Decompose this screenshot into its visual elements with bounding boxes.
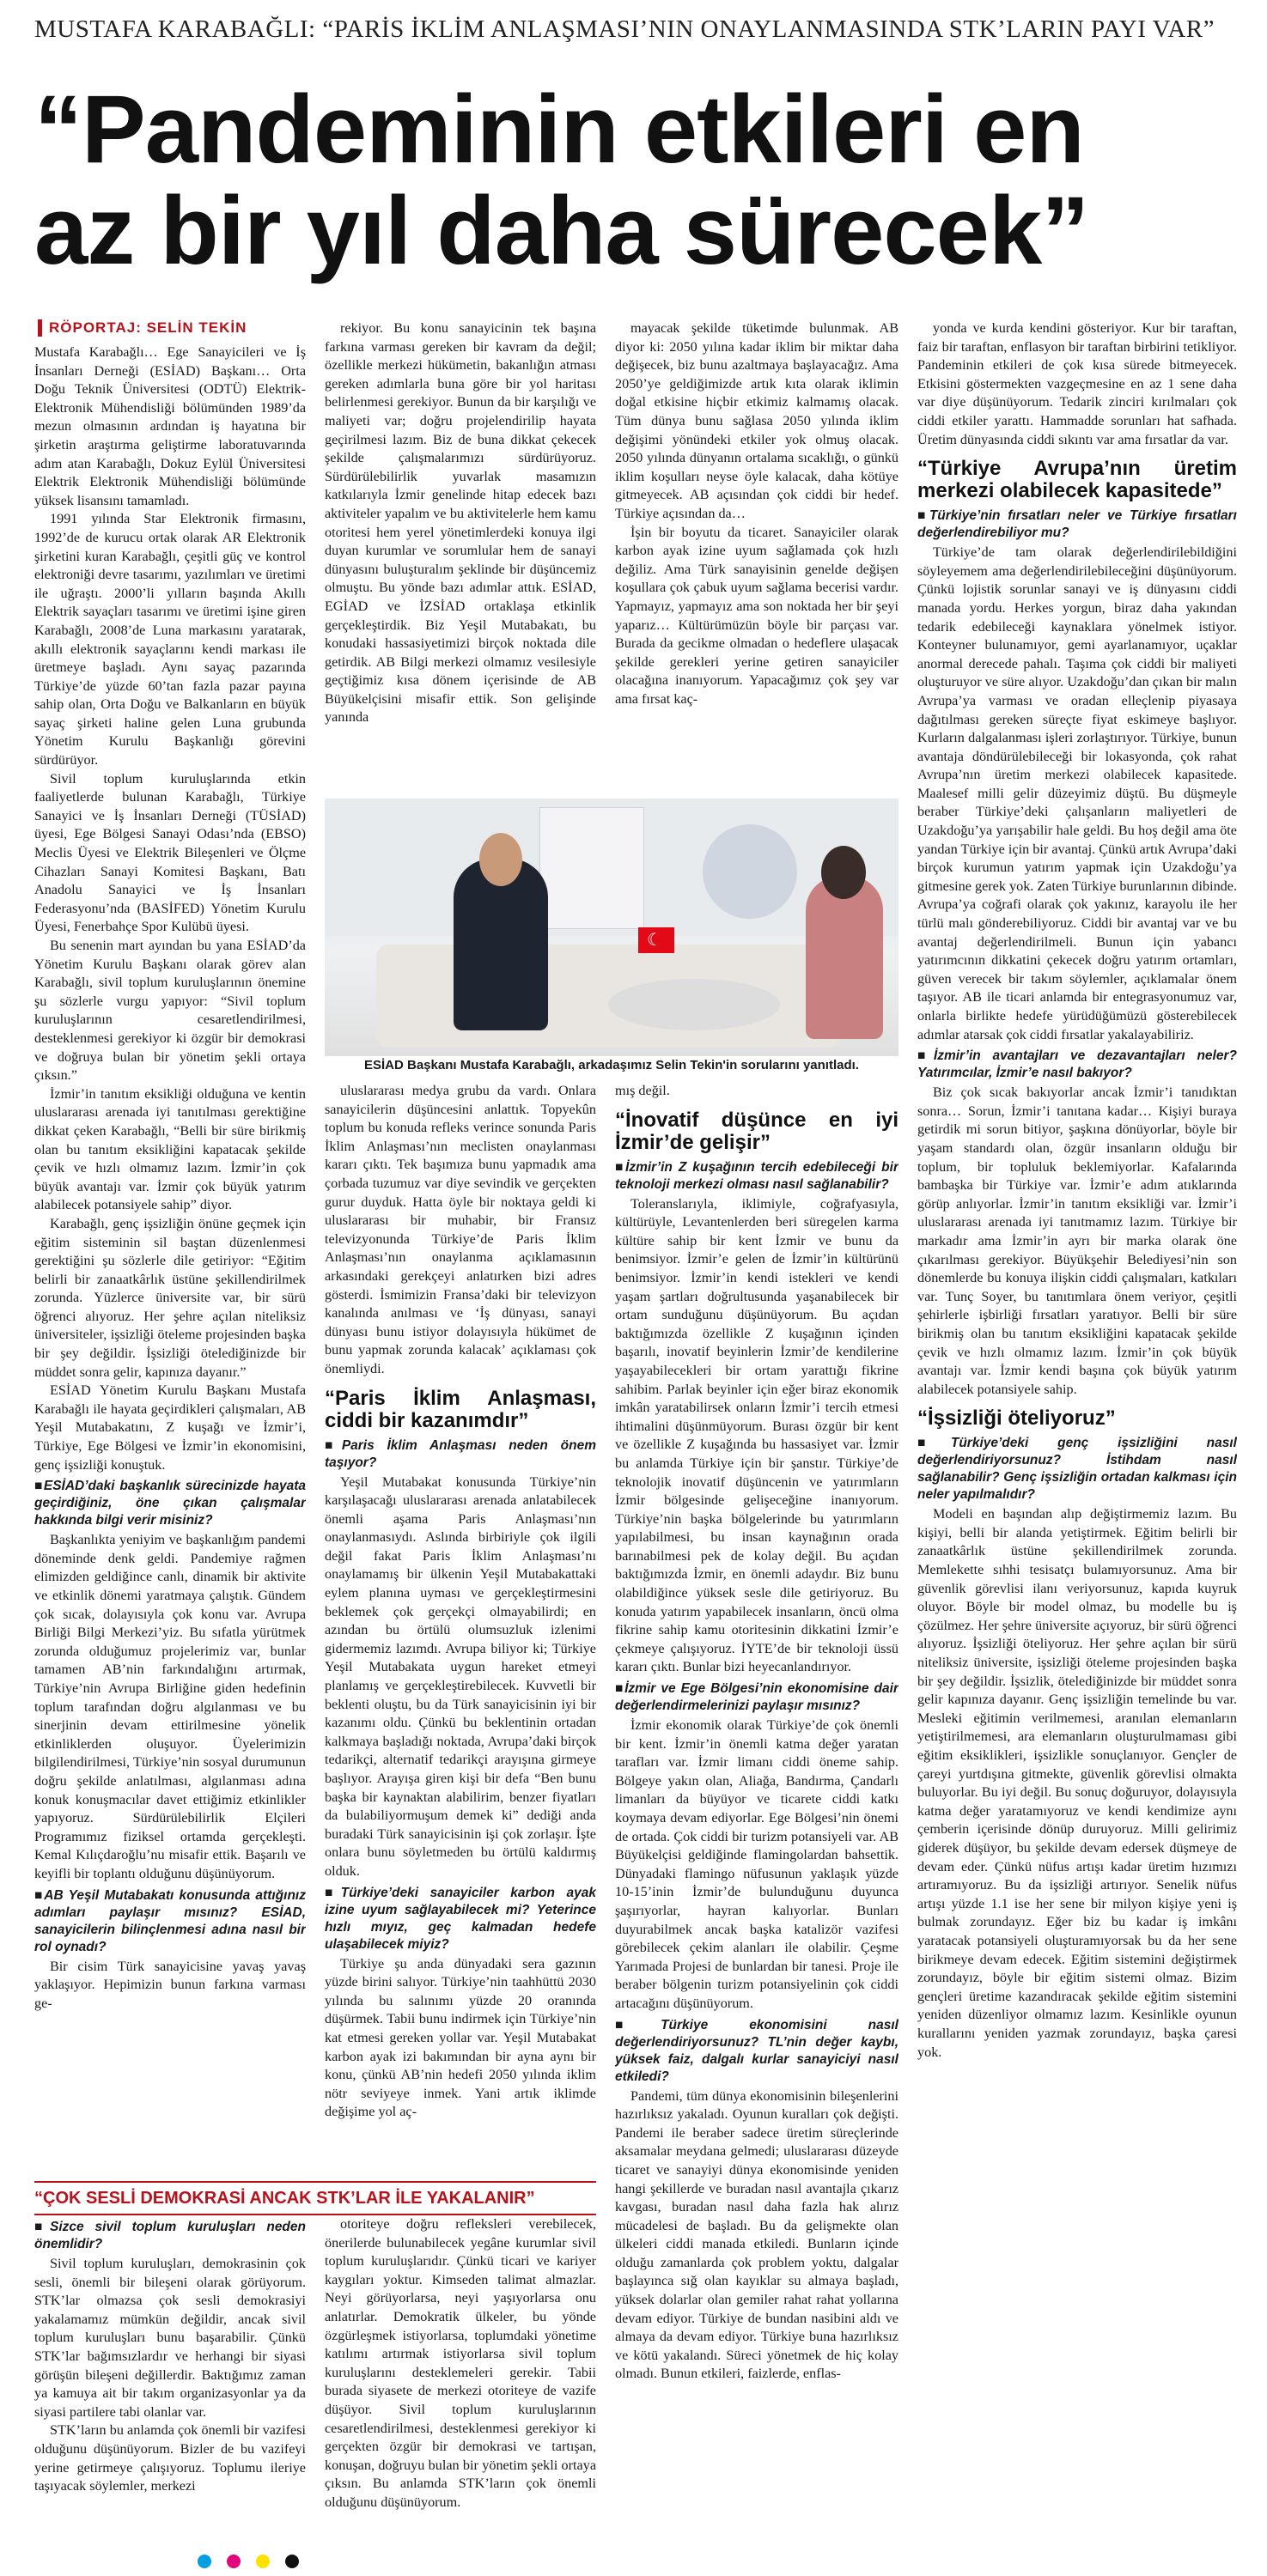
col1-paragraphs — [34, 343, 306, 1474]
paragraph: Modeli en başından alıp değiştirmemiz lazım. Bu kişiyi, belli bir alanda yetiştirmek. Eğitim belirli bir zanaatkârlık üstüne şekillendirilmek zorunda. Memlekette sıhhi tesisatçı bulamıyorsunuz. Ama bir güvenlik görevlisi ilanı veriyorsunuz, kapıda kuyruk oluyor. Böyle bir model olmaz, bu modelle bu iş çözülmez. Her şehre üniversite açıyoruz, bir sürü öğrenci alıyoruz. İşsizliği öteliyoruz. Her şehre açılan bir sürü niteliksiz üniversite, işsizliği öteleme projesinden başka bir şey değildir. İşsizlik, ötelediğinizde bir müddet sonra gelir kapınıza dayanır. Genç işsizliğin temelinde bu var. Mesleki eğitimin verilmemesi, aranılan elemanların yetiştirilmemesi, ara elemanların oluşturulmaması gibi eğitim eksiklikleri, işsizlikle sonuçlanıyor. Gençler de çareyi yurtdışına gitmekte, güvenlik görevlisi olmakta buluyorlar. Bu iyi değil. Bu sonuç doğuruyor, dolayısıyla katma değer yaratamıyoruz ve kendi kendimize aynı çemberin içerisinde dönüp duruyoruz. Milli gelirimiz giderek düşüyor, bu şekilde devam edersek düşmeye de devam eder. Çünkü nüfus artışı kadar üretim hızımızı artıramıyoruz. Bu da işsizliği artırıyor. Senelik nüfus artışı yüzde 1.1 ise her sene bir milyon kişiye yeni iş bulmak zorundayız. Eğer biz bu kadar iş imkânı yaratacak potansiyeli oluşturamıyorsak bu da her sene birikmeye devam edecek. Eğitim sistemini değiştirmek zorundayız, böyle bir eğitim sistemi olmaz. Bizim gençleri üretime kazandıracak şekilde eğitim sistemini yeniden düzenliyor olmamız lazım. Kesinlikle oyunun kurallarını yeniden yazmak zorundayız, başka çaresi yok. — [917, 1506, 1237, 2060]
box-column-1 — [34, 2215, 306, 2559]
headline — [34, 76, 1237, 284]
paragraph: İzmir’in tanıtım eksikliği olduğuna ve kentin uluslararası arenada iyi tanıtılması gerektiğine dikkat çeken Karabağlı, “Belli bir süre birikmiş olan bu tanıtım eksikliğini kapatacak şekilde çevik ve hızlı olmamız lazım. İzmir’in çok büyük avantajı var. İzmir çok büyük yatırım alabilecek potansiyele sahip” diyor. — [34, 1085, 306, 1213]
paragraph: Bir cisim Türk sanayicisine yavaş yavaş yaklaşıyor. Hepimizin bunun farkına varması ge- — [34, 1958, 306, 2011]
paragraph: Sivil toplum kuruluşları, demokrasinin çok sesli, önemli bir bileşeni olarak görüyorum. STK’lar olmazsa çok sesli demokrasiyi yakalamamız mümkün değildir, ancak sivil toplum kuruluşları bunu başarabilir. Çünkü STK’lar bağımsızlardır ve herhangi bir siyasi görüşün bileşeni değillerdir. Baktığımız zaman ya kamuya ait bir takım organizasyonlar ya da siyasi partilere tabi olanlar var. — [34, 2256, 306, 2420]
subheading-avrupa: “Türkiye Avrupa’nın üretim merkezi olabilecek kapasitede” — [917, 457, 1237, 503]
byline: RÖPORTAJ: SELİN TEKİN — [38, 319, 247, 337]
paragraph: STK’ların bu anlamda çok önemli bir vazifesi olduğunu düşünüyorum. Bizler de bu vazifeyi yerine getirmeye çalışıyoruz. Toplumu ileriye taşıyacak söylemler, merkezi — [34, 2422, 306, 2494]
question-2: ■ AB Yeşil Mutabakatı konusunda attığınız adımları paylaşır mısınız? ESİAD, sanayicilerin bilinçlenmesi adına nasıl bir rol oynadı? — [34, 1887, 306, 1956]
kicker: MUSTAFA KARABAĞLI: “PARİS İKLİM ANLAŞMASI’NIN ONAYLANMASINDA STK’LARIN PAYI VAR” — [34, 15, 1215, 43]
column-3-bottom — [615, 1082, 898, 2576]
paragraph: Bu senenin mart ayından bu yana ESİAD’da Yönetim Kurulu Başkanı olarak görev alan Karabağlı, sivil toplum kuruluşlarının önemine şu sözlerle vurgu yapıyor: “Sivil toplum kuruluşlarının cesaretlendirilmesi, desteklenmesi gerekiyor ki özgür bir demokrasi ve doğruya bulan bir yönetim şekli ortaya çıksın.” — [34, 938, 306, 1084]
paragraph: Pandemi, tüm dünya ekonomisinin bileşenlerini hazırlıksız yakaladı. Oyunun kuralları çok değişti. Pandemi ile beraber sadece üretim süreçlerinde aksamalar meydana gelmedi; uluslararası düzeyde ticaret ve sanayiyi dünya ekonomisinde yeniden hangi şekillerde ve buradan nasıl avantajla çıkarız kavgası, buradan nasıl daha fazla hak alırız mücadelesi de başladı. Bu da gelişmekte olan ülkeleri ciddi manada etkiledi. Bunların içinde olduğu zamanlarda çok problem yoktu, dalgalar başlayınca sığ olan kayıklar su almaya başladı, yüksek dolarlar olan gemiler rahat rahat yollarına devam ediyor. Türkiye de bundan nasibini aldı ve almaya da devam ediyor. Türkiye buna hazırlıksız ve kötü yakalandı. Süreci yönetmek de hiç kolay olmadı. Bunun etkileri, faizlerde, enflas- — [615, 2087, 898, 2382]
column-2-bottom — [325, 1082, 596, 2147]
interview-photo — [325, 799, 898, 1056]
paragraph: Türkiye’de tam olarak değerlendirilebildiğini söyleyemem ama değerlendirilebileceğini düşünüyorum. Çünkü lojistik sorunlar sanayi ve iş dünyasını ciddi manada yordu. Herkes yorgun, biraz daha yakından tedarik edebileceği kaynaklara yönelmek istiyor. Konteyner bulunamıyor, gemi ayarlanamıyor, uçaklar anormal derecede pahalı. Taşıma çok ciddi bir maliyeti oluşturuyor ve süre alıyor. Uzakdoğu’dan çıkan bir malın Avrupa’ya varması ve oradan elleçlenip piyasaya dağıtılması gereken süreçte fiyat eskimeye başlıyor. Kurların dalgalanması işleri zorlaştırıyor. Türkiye, bunun avantaja döndürülebileceği bir lokasyonda, çok rahat Avrupa’nın üretim merkezi olabilecek kapasitede. Maalesef milli gelir düzeyimiz düştü. Bu düşmeyle beraber Türkiye’deki çalışanların maliyetleri de Uzakdoğu’ya yarışabilir hale geldi. Bu hoş değil ama öte yandan Türkiye için bir avantaj. Çünkü artık Avrupa’daki birçok kurumun yatırım yapmak için Uzakdoğu’ya gitmesine gerek yok. Zaten Türkiye burunlarının dibinde. Avrupa’ya coğrafi olarak çok yakınız, karayolu ile her türlü malı gönderebiliyoruz. Ciddi bir avantaj var ve bu avantaj değerlendirilmeli. Bunun için yabancı yatırımcının dikkatini çekecek doğru yatırım ortamları, güven verecek bir takım söylemler, açıklamalar önem taşıyor. AB ile ticari anlamda bir entegrasyonumuz var, onlarla birlikte hedefe yürüdüğümüzü gösterebilecek adımlar atarsak çok ciddi fırsatlar yakalayabiliriz. — [917, 544, 1237, 1042]
paragraph: Biz çok sıcak bakıyorlar ancak İzmir’i tanıdıktan sonra… Sorun, İzmir’i tanıtana kadar… Kişiyi buraya getirdik mi sorun bitiyor, şaşkına dönüyorlar, böyle bir yaşam standardı olan, özgür insanların olduğu bir toplum, bir topluluk beklemiyorlar. Kafalarında bambaşka bir Türkiye var. İzmir’e adım atıklarında görüp anlıyorlar. İzmir’in tanıtım eksikliği var. İzmir’i uluslararası arenada iyi tanıtmamız lazım. Türkiye bir markadır ama İzmir’in ayrı bir marka olarak öne çıkarılması gerekiyor. Büyükşehir Belediyesi’nin son dönemlerde bu konuya ilişkin ciddi çalışmaları, katkıları var. Tunç Soyer, bu tanıtımlara önem veriyor, çeşitli şehirlerle işbirliği fırsatları yaratıyor. Belli bir süre birikmiş olan bu tanıtım eksikliğini kapatacak şekilde çevik ve hızlı olmamız lazım. İzmir’in çok büyük avantajı var. İzmir kendi başına çok büyük yatırım alabilecek potansiyele sahip. — [917, 1084, 1237, 1397]
question-8: ■ Türkiye’nin fırsatları neler ve Türkiye fırsatları değerlendirebiliyor mu? — [917, 507, 1237, 542]
paragraph: İşin bir boyutu da ticaret. Sanayiciler olarak karbon ayak izine uyum sağlamada çok hızlı değiliz. Ama Türk sanayisinin genelde değişen koşullara çok çabuk uyum sağlama becerisi vardır. Yapmayız, yapmayız ama son noktada her bir şeyi yaparız… Kültürümüzün böyle bir parçası var. Burada da gecikme olmadan o hedeflere ulaşacak şekilde gerekleri yerine getiren sanayiciler olacağına inanıyorum. Yapacağımız çok şey var ama fırsat kaç- — [615, 524, 898, 707]
col3b-top: mış değil. — [615, 1083, 670, 1098]
answer-10 — [917, 1505, 1237, 2062]
print-mark-magenta — [227, 2555, 241, 2568]
paragraph: Mustafa Karabağlı… Ege Sanayicileri ve İş İnsanları Derneği (ESİAD) Başkanı… Orta Doğu Teknik Üniversitesi (ODTÜ) Elektrik-Elektronik Mühendisliği bölümünden 1989’da mezun olmasının ardından iş hayatına bir şirketin araştırma geliştirme laboratuvarında adım atan Karabağlı, Dokuz Eylül Üniversitesi Elektrik Elektronik Mühendisliği bölümünde yüksek lisansını tamamladı. — [34, 344, 306, 508]
question-10: ■ Türkiye’deki genç işsizliğini nasıl değerlendiriyorsunuz? İstihdam nasıl sağlanabilir? Genç işsizliğin ortadan kalkması için neler yapılmalıdır? — [917, 1435, 1237, 1504]
subheading-issizlik: “İşsizliği öteliyoruz” — [917, 1406, 1116, 1431]
answer-5 — [615, 1195, 898, 1677]
col2-paragraphs — [325, 319, 596, 727]
column-4 — [917, 319, 1237, 2552]
paragraph: uluslararası medya grubu da vardı. Onlara sanayicilerin düşüncesini anlattık. Topyekûn toplum bu konuda refleks verince sonunda Paris İklim Anlaşması’nın meclisten onaylanması kararı çıktı. Tek başımıza bunu yapmadık ama çorbada tuzumuz var diye sevindik ve gerçekten gurur duyduk. Hatta öyle bir noktaya geldi ki uluslararası bir muhabir, bir Fransız televizyonunda Türkiye’de Paris İklim Anlaşması’nın onaylanma açıklamasının arkasındaki gerekçeyi anlatırken bizi adres gösterdi. İsmimizin Fransa’daki bir televizyon kanalında anılması ve ‘İş dünyası, sanayi dünyası bunu istiyor dolayısıyla hükümet de bunu yapmak zorunda kalacak’ açıklaması çok önemliydi. — [325, 1083, 596, 1376]
paragraph: Yeşil Mutabakat konusunda Türkiye’nin karşılaşacağı uluslararası arenada anlatabilecek önemli aşama Paris Anlaşması’nın onaylanmasıydı. Aslında birbiriyle çok ilgili değil fakat Paris İklim Anlaşması’nı onaylamamış bir ülkenin Yeşil Mutabakattaki eylem planına uyması ve gerçekleştirmesini beklemek çok gerçekçi olmayabilirdi; en azından bu örtülü olumsuzluk izlenimi gidermemiz lazımdı. Avrupa biliyor ki; Türkiye Yeşil Mutabakata uygun hareket etmeyi planlamış ve gerçekleştirebilecek. Kuvvetli bir beklenti oluştu, bu da Türk sanayicisinin iyi bir kazanımı oldu. Çünkü bu beklentinin ortadan kalkmaya başladığı noktada, Avrupa’daki birçok tedarikçi, alternatif tedarikçi arayışına girmeye başlıyor. Arayışa giren kişi bir defa “Ben bunu başka bir kaynaktan alabilirim, benzer fiyatları da bulabiliyormuşum demek ki” dediği anda buradaki Türk sanayicisinin işi çok zorlaşır. İşte onlara bunu söyletmeden bu örtülü kaldırmış olduk. — [325, 1473, 596, 1879]
box-column-2 — [325, 2215, 596, 2559]
box-title: “ÇOK SESLİ DEMOKRASİ ANCAK STK’LAR İLE YAKALANIR” — [34, 2181, 596, 2215]
paragraph: otoriteye doğru refleksleri verebilecek, önerilerde bulunabilecek yegâne kurumlar sivil toplum kuruluşlarıdır. Çünkü ticari ve kariyer kaygıları yoktur. Kimseden talimat almazlar. Neyi görüyorlarsa, neyi yaşıyorlarsa onu anlatırlar. Demokratik ülkeler, bu yönde özgürleşmek istiyorlarsa, toplumdaki yönetime katılımı artırmak istiyorlarsa sivil toplum kuruluşlarını desteklemeleri gerekir. Tabii burada siyasete de merkezi otoriteye de vazife düşüyor. Sivil toplum kuruluşlarının cesaretlendirilmesi, desteklenmesi gerekiyor ki gerçekten özgür bir demokrasi ve tartışan, konuşan, doğruyu bulan bir yönetim şekli ortaya çıksın. Bu anlamda STK’ların çok önemli olduğunu düşünüyorum. — [325, 2216, 596, 2510]
answer-9 — [917, 1084, 1237, 1399]
paragraph: ESİAD Yönetim Kurulu Başkanı Mustafa Karabağlı ile hayata geçirdikleri çalışmaları, AB Yeşil Mutabakatını, Z kuşağı ve İzmir’i, Türkiye, Ege Bölgesi ve İzmir’in ekonomisini, genç işsizliği konuştuk. — [34, 1382, 306, 1473]
question-6: ■ İzmir ve Ege Bölgesi’nin ekonomisine dair değerlendirmelerinizi paylaşır mısınız? — [615, 1680, 898, 1715]
box-col2-paragraphs — [325, 2215, 596, 2512]
photo-table — [608, 979, 780, 1030]
question-7: ■ Türkiye ekonomisini nasıl değerlendiriyorsunuz? TL’nin değer kaybı, yüksek faiz, dalgalı kurlar sanayiciyi nasıl etkiledi? — [615, 2017, 898, 2086]
paragraph: rekiyor. Bu konu sanayicinin tek başına farkına varması gereken bir kavram da değil; özellikle merkezi hükümetin, bakanlığın atması gereken adımlarla buna göre bir yol haritası belirlenmesi gerekiyor. Bunun da bir karşılığı ve maliyeti var; doğru projelendirilip hayata geçirilmesi lazım. Biz de buna dikkat çekecek şekilde çalışmalarımızı sürdürüyoruz. Sürdürülebilirlik yuvarlak masamızın katkılarıyla İzmir genelinde hitap edecek bazı aktiviteler yapalım ve bu aktivitelerle hem kamu otoritesi hem yerel yönetimlerdeki konuya ilgi duyan kurumlar ve sorumlular hem de sanayi dünyasını buluşturalım şeklinde bir düşüncemiz olmuştu. Bu yönde bazı adımlar attık. ESİAD, EGİAD ve İZSİAD ortaklaşa etkinlik gerçekleştirdik. Biz Yeşil Mutabakatı, bu konudaki hassasiyetimizi birçok noktada dile getirdik. AB Bilgi merkezi olmamız vesilesiyle geçtiğimiz kısa dönem içerisinde de AB Büyükelçisini misafir ettik. Son gelişinde yanında — [325, 320, 596, 726]
col2b-paragraphs — [325, 1082, 596, 1379]
headline-line-1: “Pandeminin etkileri en — [34, 76, 1084, 183]
paragraph: 1991 yılında Star Elektronik firmasını, 1992’de de kurucu ortak olarak AR Elektronik şirketini kuran Karabağlı, çeşitli güç ve kontrol elektroniği devre tasarımı, yazılımları ve üretimi ile uğraştı. 2000’li yılların başında Akıllı Elektrik sayaçları tasarımı ve üretimi işine giren Karabağlı, 2008’de Luna markasını yaratarak, akıllı elektronik sayaçlarını kendi markası ile üretmeye başladı. Aynı sayaç pazarında Türkiye’de yüzde 60’tan fazla pazar payına sahip olan, Orta Doğu ve Balkanların en büyük sayaç şirketi haline gelen Luna grubunda Yönetim Kurulu Başkanlığı görevini sürdürüyor. — [34, 511, 306, 769]
logo-emblem — [703, 824, 797, 919]
photo-caption: ESİAD Başkanı Mustafa Karabağlı, arkadaşımız Selin Tekin'in sorularını yanıtladı. — [364, 1058, 859, 1072]
answer-1 — [34, 1531, 306, 1883]
answer-7 — [615, 2087, 898, 2385]
paragraph: İzmir ekonomik olarak Türkiye’de çok önemli bir kent. İzmir’in önemli katma değer yaratan tarafları var. İzmir limanı ciddi öneme sahip. Bölgeye yakın olan, Aliağa, Bandırma, Çandarlı limanları da büyüyor ve ticarete ciddi katkı koymaya devam ediyorlar. Ege Bölgesi’nin önemi de ortada. Çok ciddi bir turizm potansiyeli var. AB Büyükelçisi geldiğinde flamingolardan bahsettik. Dünyadaki flamingo nüfusunun yaklaşık yüzde 10-15’inin İzmir’de bulunduğunu duyunca şaşırıyorlar, hayran kalıyorlar. Bunları duyurabilmek ancak başka katalizör vazifesi görebilecek çekim alanları ile olabilir. Çeşme Yarımada Projesi de bunlardan bir tanesi. Proje ile beraber bölgenin turizm potansiyelinin çok ciddi artacağını düşünüyorum. — [615, 1717, 898, 2011]
headline-line-2: az bir yıl daha sürecek” — [34, 177, 1089, 284]
answer-11 — [34, 2255, 306, 2496]
print-mark-black — [285, 2555, 299, 2568]
photo-man-head — [479, 833, 522, 886]
question-3: ■ Paris İklim Anlaşması neden önem taşıyor? — [325, 1437, 596, 1472]
paragraph: Sivil toplum kuruluşlarında etkin faaliyetlerde bulunan Karabağlı, Türkiye Sanayici ve İş İnsanları Derneği (TÜSİAD) üyesi, Ege Bölgesi Sanayi Odası’nda (EBSO) Meclis Üyesi ve Elektrik Bileşenleri ve Ölçme Cihazları Sanayi Komitesi Başkanı, Batı Anadolu Sanayici ve İş İnsanları Federasyonu’nda (BASİFED) Yönetim Kurulu Üyesi, Fenerbahçe Spor Kulübü üyesi. — [34, 770, 306, 935]
question-9: ■ İzmir’in avantajları ve dezavantajları neler? Yatırımcılar, İzmir’e nasıl bakıyor? — [917, 1048, 1237, 1082]
subheading-inovatif: “İnovatif düşünce en iyi İzmir’de gelişir” — [615, 1108, 898, 1154]
question-11: ■ Sizce sivil toplum kuruluşları neden önemlidir? — [34, 2219, 306, 2253]
column-1 — [34, 343, 306, 2147]
answer-3 — [325, 1473, 596, 1881]
answer-2 — [34, 1958, 306, 2014]
question-5: ■ İzmir’in Z kuşağının tercih edebileceği bir teknoloji merkezi olması nasıl sağlanabilir? — [615, 1159, 898, 1194]
col4-paragraphs — [917, 319, 1237, 449]
paragraph: Türkiye şu anda dünyadaki sera gazının yüzde birini salıyor. Türkiye’nin taahhüttü 2030 yılında bu salınımı yüzde 20 oranında düşürmek. Tabii bunu indirmek için Türkiye’nin kat etmesi gereken yollar var. Yeşil Mutabakat karbon ayak izi bakımından bir ayna aynı bir konu, çünkü AB’nin hedefi 2050 yılında iklim nötr seviyeye inmek. Yani artık iklimde değişime yol aç- — [325, 1955, 596, 2120]
answer-4 — [325, 1955, 596, 2122]
photo-woman — [806, 876, 883, 1039]
print-mark-yellow — [256, 2555, 270, 2568]
photo-woman-head — [821, 846, 866, 899]
print-mark-cyan — [198, 2555, 211, 2568]
col3-paragraphs — [615, 319, 898, 708]
subheading-paris: “Paris İklim Anlaşması, ciddi bir kazanımdır” — [325, 1386, 596, 1432]
turkish-flag-icon — [638, 927, 674, 953]
paragraph: Karabağlı, genç işsizliğin önüne geçmek için eğitim sisteminin sil baştan düzenlenmesi gerektiğini şu sözlerle dile getiriyor: “Eğitim belirli bir zanaatkârlık üstüne şekillendirilmek zorunda. Yüzlerce üniversite var, bir sürü öğrenci alıyoruz. Her şehre açılan niteliksiz üniversiteler, işsizliği öteleme projesinden başka bir şey değildir. İşsizliği ötelediğinizde bir müddet sonra gelir, kapınıza dayanır.” — [34, 1215, 306, 1380]
answer-8 — [917, 544, 1237, 1044]
question-4: ■ Türkiye’deki sanayiciler karbon ayak izine uyum sağlayabilecek mi? Yeterince hızlı mıyız, geç kalmadan hedefe ulaşabilecek miyiz? — [325, 1885, 596, 1953]
paragraph: Toleranslarıyla, iklimiyle, coğrafyasıyla, kültürüyle, Levantenlerden beri süregelen karma kültüre sahip bir kent İzmir ve bunu da benimsiyor. İzmir’e gelen de İzmir’in kültürünü benimsiyor. İzmir’in kendi istekleri ve kendi yaşam şartları doğrultusunda yaşanabilecek bir ortam sunduğunu düşünüyorum. Bu açıdan baktığımızda özellikle Z kuşağının içinden başarılı, inovatif beyinlerin İzmir’de kendilerine yaşayabilecekleri bir ortam yarattığı fikrine sahibim. Parlak beyinler için eğer biraz ekonomik imkân yaratabilirsek onların İzmir’i tercih etmesi ihtimalini düşünmüyorum. Burası özgür bir kent ve özellikle Z kuşağında bu hassasiyet var. İzmir bu anlamda Türkiye için bir şanstır. Türkiye’de teknolojik inovatif düşüncenin ve yatırımların İzmir bölgesinde gelişeceğine inanıyorum. Türkiye’nin başka bölgelerinde bu yatırımların yapılabilmesi, bu insan kaynağının orada barınabilmesi pek de kolay değil. Bu açıdan baktığımızda İzmir, en önemli adaydır. Biz bunu olabildiğince yüksek sesle dile getiriyoruz. Bu konuda yatırım yapabilecek insanların, öncü olma fikrine sahip kamu otoritesinin dikkatini İzmir’e çekmeye çalışıyoruz. İYTE’de bir teknoloji üssü kararı çıktı. Bunlar bizi heyecanlandırıyor. — [615, 1195, 898, 1675]
paragraph: Başkanlıkta yeniyim ve başkanlığım pandemi döneminde denk geldi. Pandemiye rağmen elimizden geldiğince canlı, dinamik bir aktivite ve etkinlik dönemi yaratmaya çalıştık. Gündem çok sıcak, dolayısıyla çok konu var. Avrupa Birliği Bilgi Merkezi’yiz. Bu sıfatla yürütmek zorunda olduğumuz projelerimiz var, bunlar tamamen AB’nin farkındalığını artırmak, Türkiye’nin Avrupa Birliğine giden hedefinin toplum tarafından doğru algılanması ve bu sinerjinin devam ettirilmesine yönelik etkinliklerden oluşuyor. Üyelerimizin bilgilendirilmesi, Türkiye’nin sosyal durumunun doğru şekilde anlatılması, algılanması adına konuk konuşmacılar davet ettiğimiz etkinlikler yapıyoruz. Sürdürülebilirlik Elçileri Programımız fiziksel ortamda gerçekleşti. Kemal Kılıçdaroğlu’nu misafir ettik. Başarılı ve keyifli bir toplantı olduğunu düşünüyorum. — [34, 1532, 306, 1881]
paragraph: yonda ve kurda kendini gösteriyor. Kur bir taraftan, faiz bir taraftan, enflasyon bir taraftan birbirini tetikliyor. Pandeminin etkileri de çok kısa sürede bitmeyecek. Etkisini göstermekten vazgeçmesine en az 1 sene daha var diye düşünüyorum. Tedarik zinciri kırılmaları çok ciddi etkiler yarattı. Hammadde sorunları hat safhada. Üretim dünyasında ciddi sıkıntı var ama fırsatlar da var. — [917, 320, 1237, 447]
photo-banner — [539, 807, 644, 929]
question-1: ■ ESİAD’daki başkanlık sürecinizde hayata geçirdiğiniz, öne çıkan çalışmalar hakkında bilgi verir misiniz? — [34, 1478, 306, 1529]
answer-6 — [615, 1716, 898, 2014]
paragraph: mayacak şekilde tüketimde bulunmak. AB diyor ki: 2050 yılına kadar iklim bir miktar daha değişecek, biz bunu azaltmaya başlayacağız. Ama 2050’ye geldiğimizde artık kıta olarak iklimin doğal etkisine hiçbir etkimiz kalmamış olacak. Tüm dünya bunu sağlasa 2050 yılında iklim değişimi yönündeki etkiler yok olmuş olacak. 2050 yılında dünyanın ortalama sıcaklığı, o günkü iklim koşulları neyse öyle kalacak, daha kötüye gitmeyecek. AB açısından çok ciddi bir hedef. Türkiye açısından da… — [615, 320, 898, 521]
